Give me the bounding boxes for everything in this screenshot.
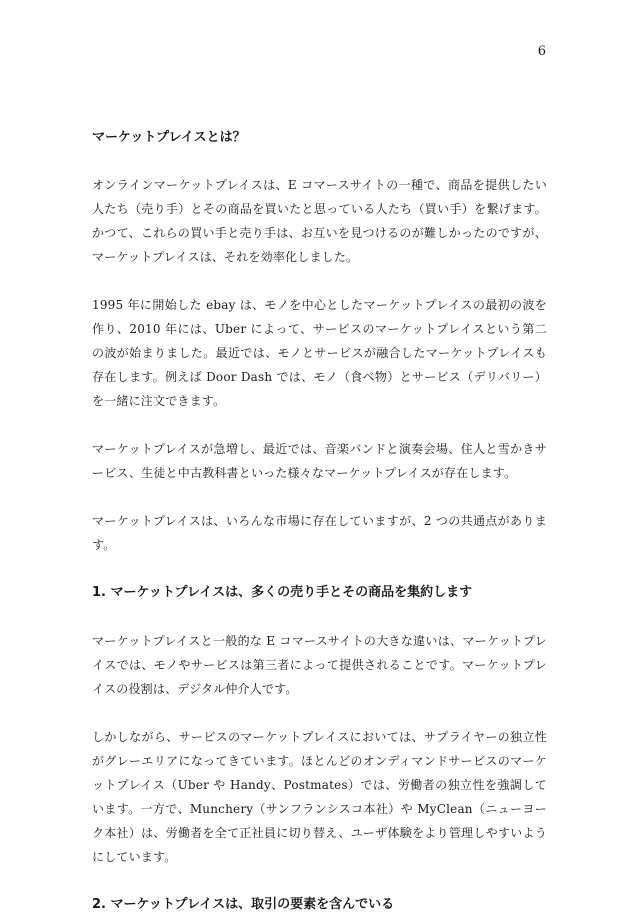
paragraph: マーケットプレイスが急増し、最近では、音楽バンドと演奏会場、住人と雪かきサービス、生徒と中古教科書といった様々なマーケットプレイスが存在します。 — [92, 442, 547, 480]
document-body — [92, 126, 547, 917]
paragraph: マーケットプレイスと一般的な E コマースサイトの大きな違いは、マーケットプレイスでは、モノやサービスは第三者によって提供されることです。マーケットプレイスの役割は、デジタル仲介人です。 — [92, 634, 547, 696]
section-heading: 1. マーケットプレイスは、多くの売り手とその商品を集約します — [92, 585, 473, 600]
paragraph: オンラインマーケットプレイスは、E コマースサイトの一種で、商品を提供したい人たち（売り手）とその商品を買いたと思っている人たち（買い手）を繋げます。かつて、これらの買い手と売り手は、お互いを見つけるのが難しかったのですが、マーケットプレイスは、それを効率化しました。 — [92, 178, 547, 264]
section-heading: 2. マーケットプレイスは、取引の要素を含んでいる — [92, 897, 395, 912]
section-heading: マーケットプレイスとは？ — [92, 130, 246, 145]
paragraph: しかしながら、サービスのマーケットプレイスにおいては、サプライヤーの独立性がグレーエリアになってきています。ほとんどのオンディマンドサービスのマーケットプレイス（Uber や Handy、Postmates）では、労働者の独立性を強調しています。一方で、Munchery（サンフランシスコ本社）や MyClean（ニューヨーク本社）は、労働者を全て正社員に切り替え、ユーザ体験をより管理しやすいようにしています。 — [92, 730, 547, 864]
page-number: 6 — [537, 44, 546, 59]
paragraph: マーケットプレイスは、いろんな市場に存在していますが、2 つの共通点があります。 — [92, 514, 547, 552]
paragraph: 1995 年に開始した ebay は、モノを中心としたマーケットプレイスの最初の波を作り、2010 年には、Uber によって、サービスのマーケットプレイスという第二の波が始まりました。最近では、モノとサービスが融合したマーケットプレイスも存在します。例えば Door Dash では、モノ（食べ物）とサービス（デリバリー）を一緒に注文できます。 — [92, 298, 547, 408]
